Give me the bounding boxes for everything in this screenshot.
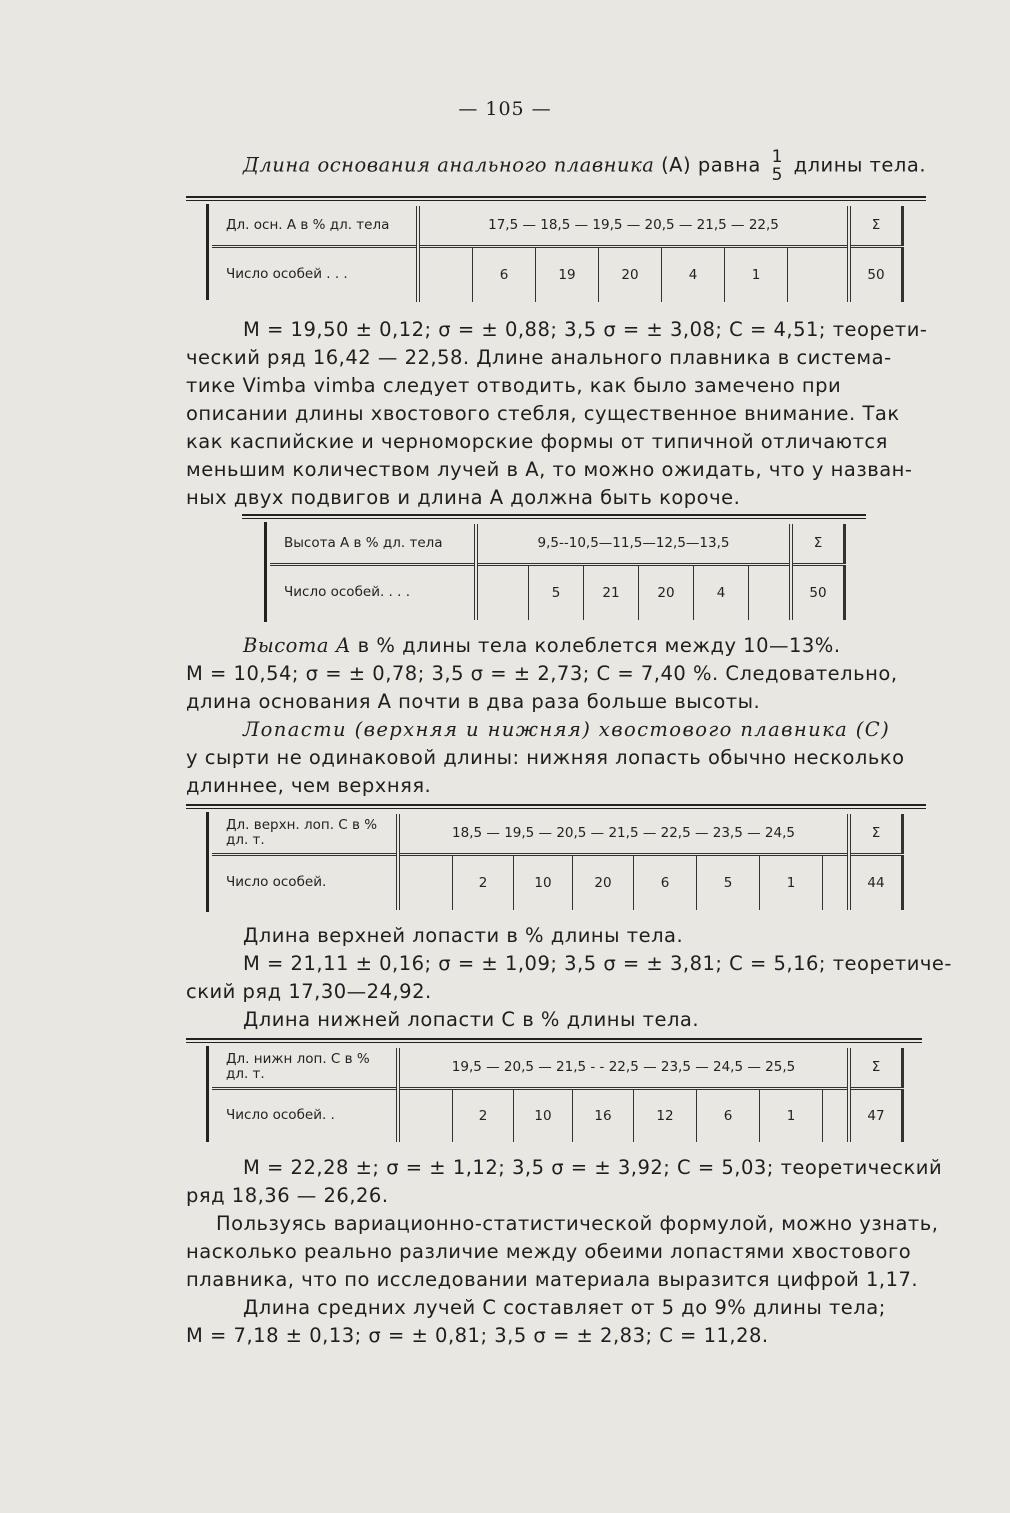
table1-header-row [212, 206, 903, 246]
para6-line: насколько реально различие между обеими лопастями хвостового [186, 1240, 912, 1263]
table2-cell: 5 [529, 564, 584, 620]
table2-total: 50 [791, 564, 845, 620]
table2-sigma: Σ [791, 524, 845, 564]
table1-cell: 4 [662, 246, 725, 302]
table1-cell [788, 246, 850, 302]
caudal-lobes-heading: Лопасти (верхняя и нижняя) хвостового плавника (С) [243, 718, 891, 741]
table3-sigma: Σ [849, 814, 903, 854]
table1-header-label: Дл. осн. А в % дл. тела [212, 206, 418, 246]
table1-row-label: Число особей . . . [226, 266, 348, 283]
para2-line: тике Vimba vimba следует отводить, как было замечено при [186, 374, 842, 397]
table1-cell [418, 246, 473, 302]
para6-line: Пользуясь вариационно-статистической формулой, можно узнать, [216, 1212, 939, 1235]
table4-top-rule [186, 1038, 922, 1043]
table3-cell [823, 854, 850, 910]
table2-range: 9,5--10,5—11,5—12,5—13,5 [476, 524, 791, 564]
table2-cell: 20 [639, 564, 694, 620]
table3-cell: 20 [573, 854, 634, 910]
table2-cell: 4 [694, 564, 749, 620]
para5-line: M = 21,11 ± 0,16; σ = ± 1,09; 3,5 σ = ± 3,81; C = 5,16; теоретиче- [243, 952, 952, 975]
para5-line: Длина нижней лопасти С в % длины тела. [243, 1008, 700, 1031]
table2-header-label: Высота А в % дл. тела [270, 524, 476, 564]
para2-line: M = 19,50 ± 0,12; σ = ± 0,88; 3,5 σ = ± 3,08; C = 4,51; теорети- [243, 318, 928, 341]
table1-total: 50 [849, 246, 903, 302]
para6-line: плавника, что по исследовании материала выразится цифрой 1,17. [186, 1268, 919, 1291]
table3-row-label: Число особей. [226, 874, 327, 891]
table3-header-label: Дл. верхн. лоп. С в % дл. т. [212, 814, 398, 854]
table1-cell: 1 [725, 246, 788, 302]
anal-fin-base-italic: Длина основания анального плавника [243, 153, 655, 177]
table4-total: 47 [849, 1088, 903, 1142]
table2-cell [749, 564, 792, 620]
table3 [212, 814, 904, 910]
table1-cell: 6 [473, 246, 536, 302]
anal-fin-base-sentence [243, 148, 926, 184]
table3-left-bracket [206, 812, 209, 912]
table3-count-row [212, 854, 903, 910]
para6-line: M = 7,18 ± 0,13; σ = ± 0,81; 3,5 σ = ± 2,83; C = 11,28. [186, 1324, 769, 1347]
anal-fin-base-rest: (А) равна [661, 153, 761, 177]
table4-left-bracket [206, 1046, 209, 1142]
para5-line: Длина верхней лопасти в % длины тела. [243, 924, 684, 947]
table2-left-bracket [264, 522, 267, 622]
page-number: — 105 — [458, 98, 552, 120]
table4-cell: 16 [573, 1088, 634, 1142]
table3-cell: 10 [514, 854, 573, 910]
table4-cell: 10 [514, 1088, 573, 1142]
table4 [212, 1048, 904, 1142]
para2-line: как каспийские и черноморские формы от типичной отличаются [186, 430, 888, 453]
table1-cell: 20 [599, 246, 662, 302]
table4-cell [823, 1088, 850, 1142]
table1-left-bracket [206, 204, 209, 300]
anal-fin-base-end: длины тела. [793, 153, 927, 177]
table4-cell: 6 [697, 1088, 760, 1142]
para6-line: M = 22,28 ±; σ = ± 1,12; 3,5 σ = ± 3,92; C = 5,03; теоретический [243, 1156, 943, 1179]
table4-cell: 12 [634, 1088, 697, 1142]
para2-line: ных двух подвигов и длина А должна быть короче. [186, 486, 741, 509]
table4-sigma: Σ [849, 1048, 903, 1088]
para2-line: ческий ряд 16,42 — 22,58. Длине анального плавника в система- [186, 346, 892, 369]
table4-header-row [212, 1048, 903, 1088]
para4-line: у сырти не одинаковой длины: нижняя лопасть обычно несколько [186, 746, 905, 769]
table1-range: 17,5 — 18,5 — 19,5 — 20,5 — 21,5 — 22,5 [418, 206, 849, 246]
para3-line: M = 10,54; σ = ± 0,78; 3,5 σ = ± 2,73; C = 7,40 %. Следовательно, [186, 662, 898, 685]
table4-cell: 2 [453, 1088, 514, 1142]
table1-count-row [212, 246, 903, 302]
table3-cell [398, 854, 453, 910]
table4-row-label: Число особей. . [226, 1107, 335, 1124]
table4-cell [398, 1088, 453, 1142]
para2-line: меньшим количеством лучей в А, то можно ожидать, что у назван- [186, 458, 913, 481]
table2 [270, 524, 846, 620]
para6-line: ряд 18,36 — 26,26. [186, 1184, 389, 1207]
fraction-denominator: 5 [771, 165, 783, 185]
table3-header-row [212, 814, 903, 854]
table1-cell: 19 [536, 246, 599, 302]
para3-line: длина основания А почти в два раза больше высоты. [186, 690, 761, 713]
height-rest: в % длины тела колеблется между 10—13%. [357, 634, 841, 657]
table3-range: 18,5 — 19,5 — 20,5 — 21,5 — 22,5 — 23,5 — 24,5 [398, 814, 849, 854]
table4-count-row [212, 1088, 903, 1142]
table4-header-label: Дл. нижн лоп. С в % дл. т. [212, 1048, 398, 1088]
table1 [212, 206, 904, 302]
fraction-numerator: 1 [771, 147, 783, 167]
table4-range: 19,5 — 20,5 — 21,5 - - 22,5 — 23,5 — 24,5 — 25,5 [398, 1048, 849, 1088]
table3-cell: 1 [760, 854, 823, 910]
table2-cell: 21 [584, 564, 639, 620]
height-sentence [243, 632, 841, 660]
table3-cell: 2 [453, 854, 514, 910]
height-italic: Высота А [243, 634, 351, 657]
table3-total: 44 [849, 854, 903, 910]
para5-line: ский ряд 17,30—24,92. [186, 980, 432, 1003]
table3-top-rule [186, 804, 926, 809]
table1-top-rule [186, 196, 926, 201]
table2-header-row [270, 524, 845, 564]
table3-cell: 6 [634, 854, 697, 910]
table4-cell: 1 [760, 1088, 823, 1142]
para4-line: длиннее, чем верхняя. [186, 774, 432, 797]
table2-row-label: Число особей. . . . [284, 584, 411, 601]
table1-sigma: Σ [849, 206, 903, 246]
table2-top-rule [242, 514, 866, 519]
para2-line: описании длины хвостового стебля, существенное внимание. Так [186, 402, 900, 425]
table2-count-row [270, 564, 845, 620]
fraction-one-fifth [772, 148, 783, 184]
para6-line: Длина средних лучей С составляет от 5 до 9% длины тела; [243, 1296, 886, 1319]
table3-cell: 5 [697, 854, 760, 910]
table2-cell [476, 564, 529, 620]
